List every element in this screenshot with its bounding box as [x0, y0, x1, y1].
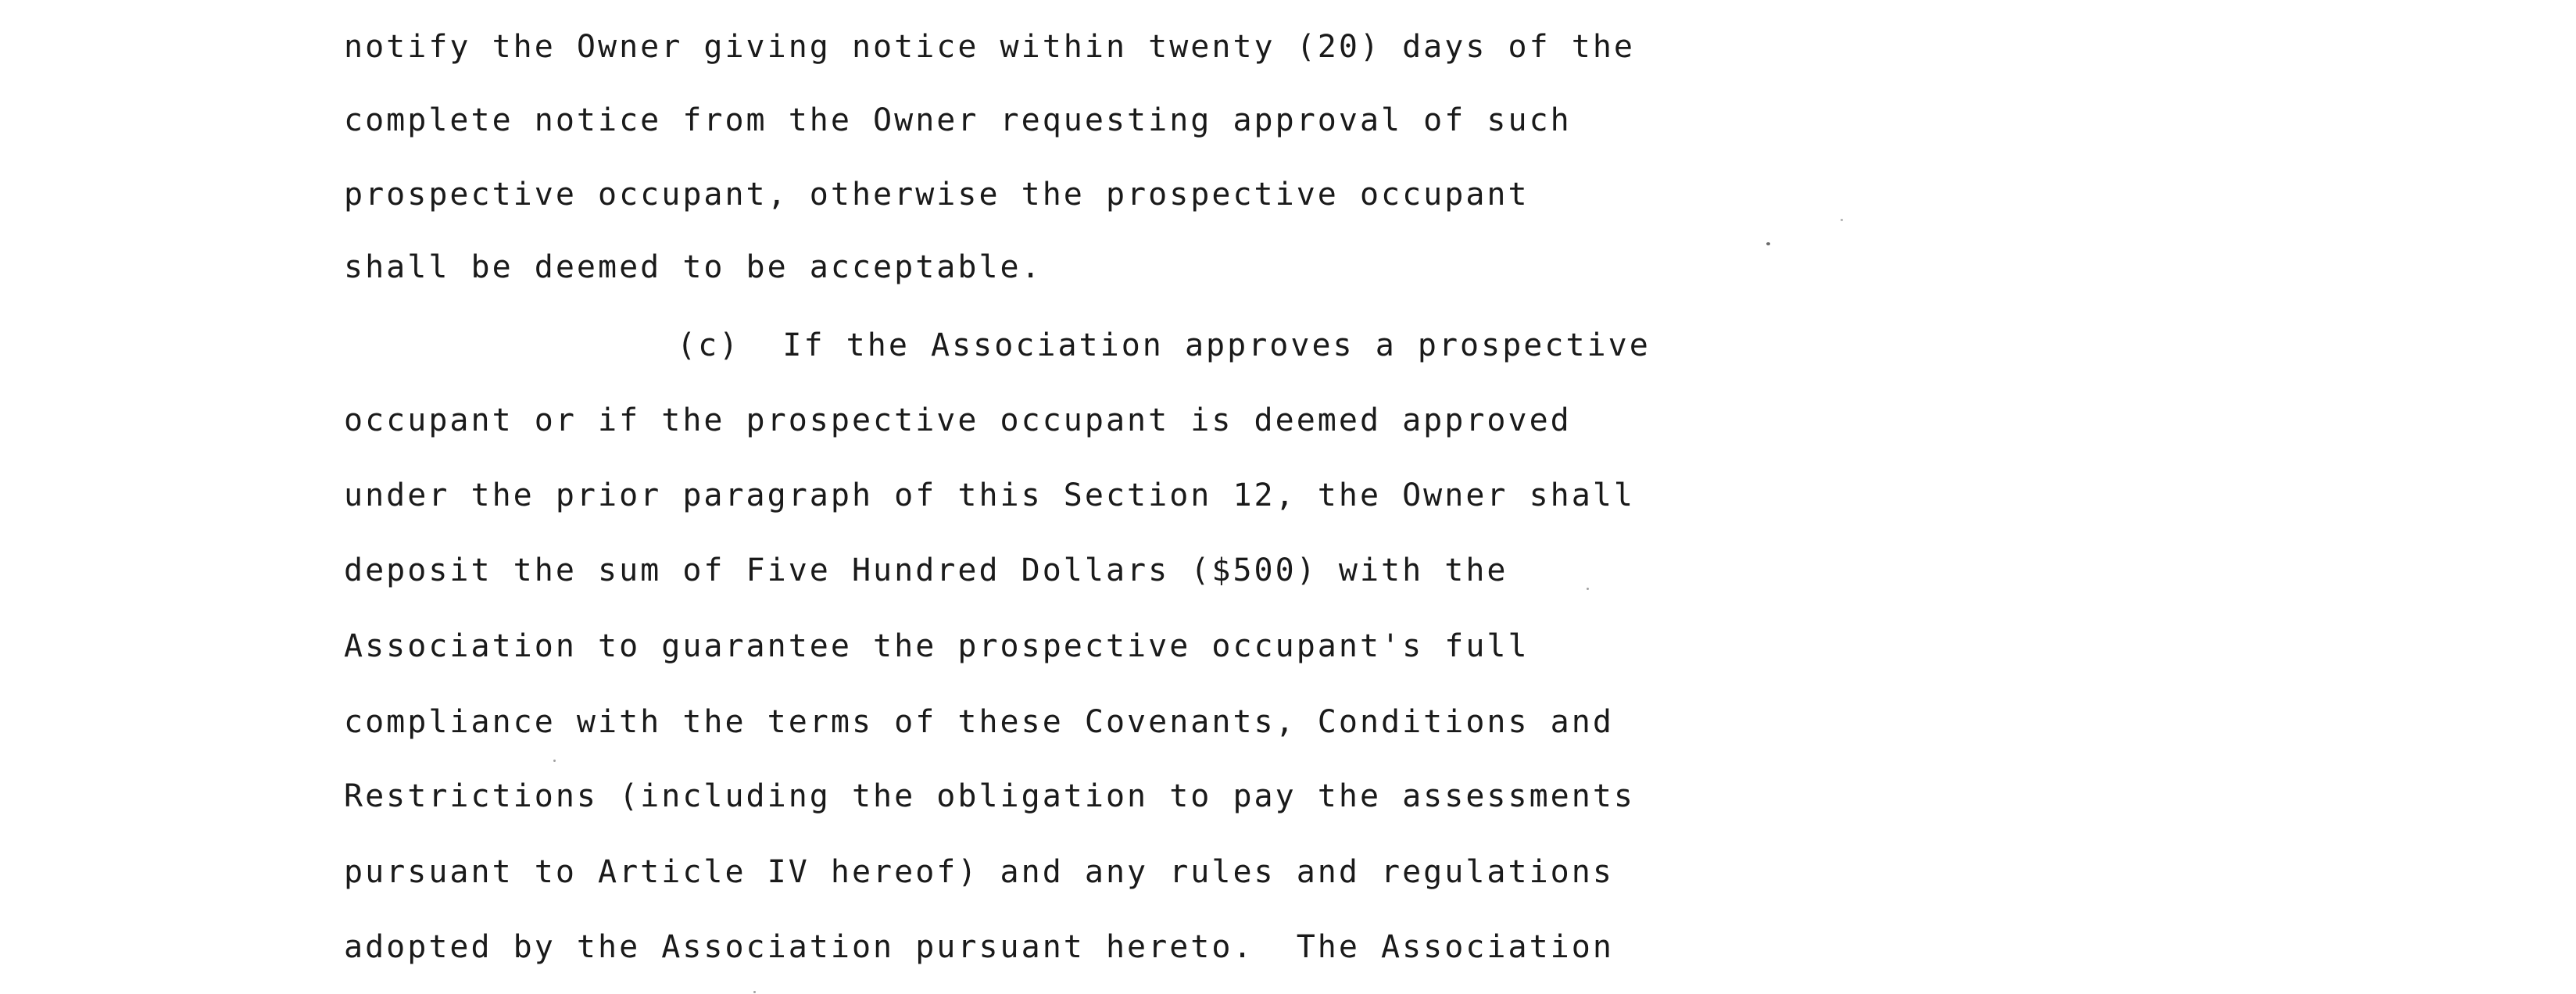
text-line: pursuant to Article IV hereof) and any rules and regulations — [344, 854, 1614, 890]
scan-speck — [1587, 588, 1589, 590]
text-line: deposit the sum of Five Hundred Dollars ($500) with the — [344, 552, 1508, 588]
text-line: shall be deemed to be acceptable. — [344, 249, 1043, 285]
text-line: adopted by the Association pursuant hereto. The Association — [344, 929, 1614, 965]
text-line: notify the Owner giving notice within twenty (20) days of the — [344, 29, 1636, 65]
text-line: prospective occupant, otherwise the prospective occupant — [344, 177, 1530, 213]
text-line: under the prior paragraph of this Section 12, the Owner shall — [344, 477, 1636, 513]
text-line: (c) If the Association approves a prospective — [677, 327, 1651, 363]
scan-speck — [553, 760, 556, 762]
text-line: Association to guarantee the prospective occupant's full — [344, 628, 1530, 664]
text-line: occupant or if the prospective occupant is deemed approved — [344, 402, 1572, 438]
text-line: Restrictions (including the obligation to pay the assessments — [344, 778, 1636, 814]
scan-speck — [1766, 242, 1770, 245]
text-line: complete notice from the Owner requesting approval of such — [344, 102, 1572, 138]
text-line: compliance with the terms of these Covenants, Conditions and — [344, 704, 1614, 740]
scan-speck — [1841, 219, 1843, 221]
scan-speck — [753, 991, 756, 993]
